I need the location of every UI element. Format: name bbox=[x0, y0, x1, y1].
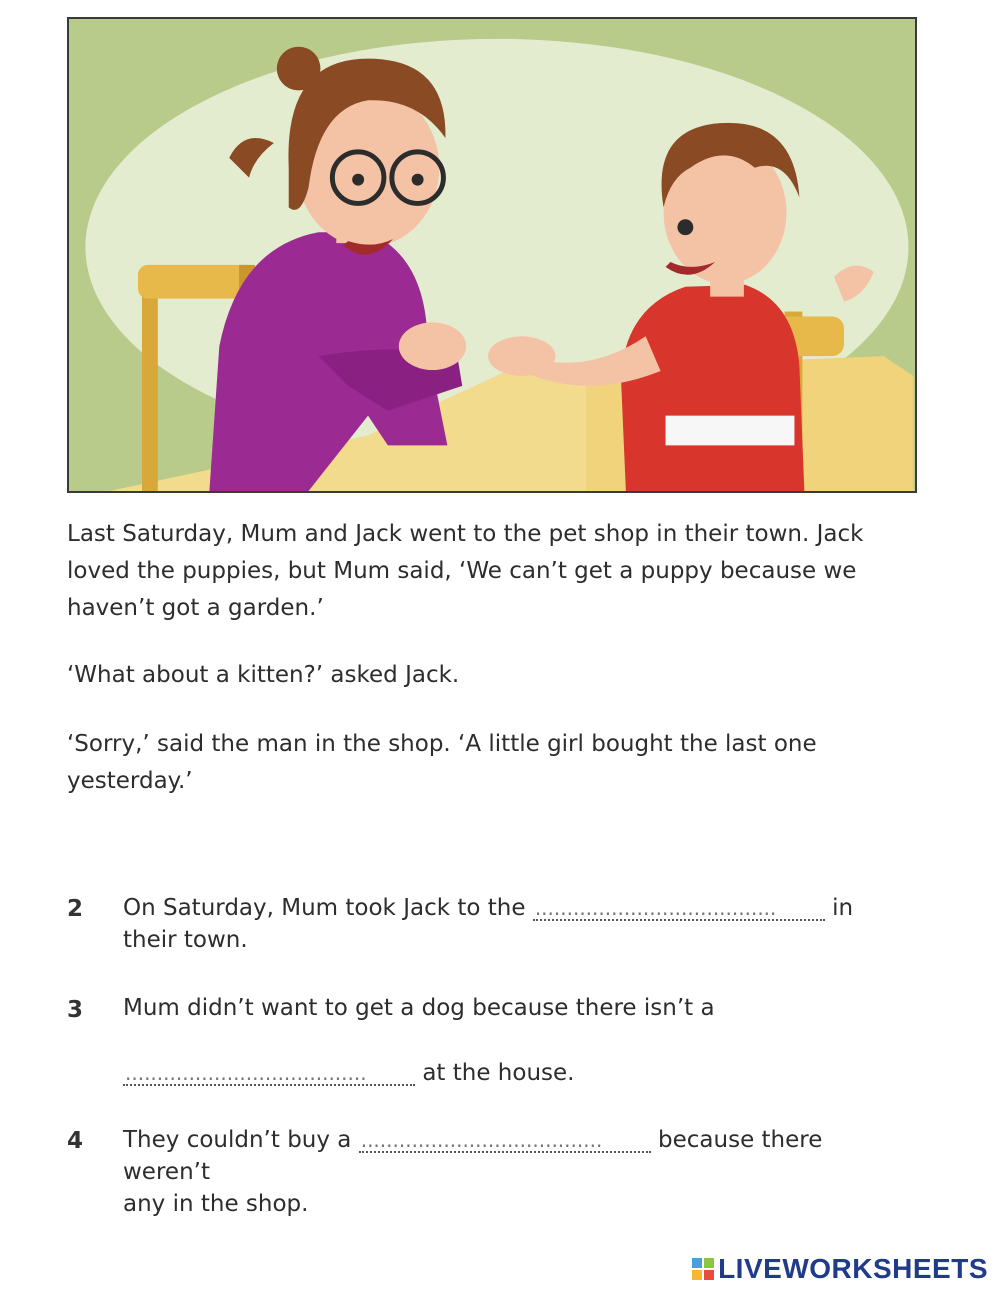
logo-square bbox=[704, 1258, 714, 1268]
story-line: loved the puppies, but Mum said, ‘We can’t get a puppy because we bbox=[67, 558, 857, 584]
story-line: yesterday.’ bbox=[67, 768, 193, 794]
question-number: 4 bbox=[67, 1128, 84, 1154]
question-3-line-2 bbox=[123, 1057, 913, 1089]
question-number: 2 bbox=[67, 896, 84, 922]
question-number: 3 bbox=[67, 997, 84, 1023]
answer-input-q3[interactable] bbox=[123, 1062, 415, 1086]
question-4 bbox=[123, 1124, 913, 1220]
question-2 bbox=[123, 892, 913, 956]
question-text: their town. bbox=[123, 927, 248, 953]
logo-square bbox=[704, 1270, 714, 1280]
logo-square bbox=[692, 1270, 702, 1280]
question-text: Mum didn’t want to get a dog because there isn’t a bbox=[123, 995, 715, 1021]
answer-input-q2[interactable] bbox=[533, 897, 825, 921]
story-illustration bbox=[67, 17, 917, 493]
story-paragraph-1 bbox=[67, 516, 927, 627]
brand-name: LIVEWORKSHEETS bbox=[718, 1253, 988, 1284]
story-paragraph-2 bbox=[67, 657, 927, 694]
question-text: at the house. bbox=[422, 1060, 575, 1086]
liveworksheets-brand bbox=[692, 1253, 988, 1285]
question-text: because there weren’t bbox=[123, 1127, 823, 1185]
liveworksheets-logo-icon bbox=[692, 1258, 714, 1280]
question-text: any in the shop. bbox=[123, 1191, 309, 1217]
question-text: They couldn’t buy a bbox=[123, 1127, 352, 1153]
question-text: in bbox=[832, 895, 854, 921]
question-text: On Saturday, Mum took Jack to the bbox=[123, 895, 526, 921]
question-3 bbox=[123, 992, 913, 1024]
answer-input-q4[interactable] bbox=[359, 1129, 651, 1153]
story-line: ‘Sorry,’ said the man in the shop. ‘A little girl bought the last one bbox=[67, 731, 817, 757]
story-line: ‘What about a kitten?’ asked Jack. bbox=[67, 662, 460, 688]
story-paragraph-3 bbox=[67, 726, 927, 800]
story-line: Last Saturday, Mum and Jack went to the pet shop in their town. Jack bbox=[67, 521, 864, 547]
mum-and-jack-picture bbox=[69, 19, 915, 491]
story-line: haven’t got a garden.’ bbox=[67, 595, 324, 621]
logo-square bbox=[692, 1258, 702, 1268]
